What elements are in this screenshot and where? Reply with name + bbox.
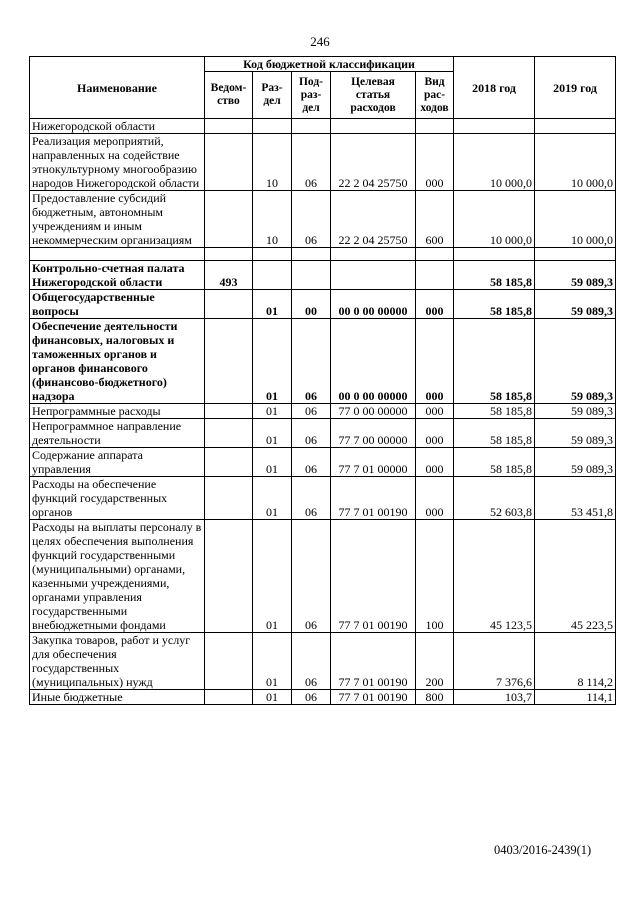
row-celevaya: 00 0 00 00000	[331, 290, 416, 319]
row-2018: 58 185,8	[454, 319, 535, 404]
row-2018: 52 603,8	[454, 477, 535, 520]
row-podrazdel: 06	[292, 448, 331, 477]
row-celevaya: 77 0 00 00000	[331, 404, 416, 419]
row-podrazdel: 06	[292, 134, 331, 191]
table-row	[30, 119, 616, 134]
row-celevaya: 77 7 01 00190	[331, 520, 416, 633]
header-2018: 2018 год	[454, 57, 535, 119]
row-celevaya: 00 0 00 00000	[331, 319, 416, 404]
row-name: Предоставление субсидий бюджетным, автономным учреждениям и иным некоммерческим организациям	[30, 191, 205, 248]
row-vid: 800	[416, 690, 454, 705]
row-vedomstvo	[205, 404, 253, 419]
row-vedomstvo	[205, 633, 253, 690]
row-2018: 103,7	[454, 690, 535, 705]
row-2019: 59 089,3	[535, 404, 616, 419]
row-celevaya: 77 7 01 00190	[331, 477, 416, 520]
table-row	[30, 520, 616, 633]
row-podrazdel	[292, 119, 331, 134]
row-vedomstvo	[205, 134, 253, 191]
row-2018: 7 376,6	[454, 633, 535, 690]
row-razdel	[253, 119, 292, 134]
row-podrazdel: 00	[292, 290, 331, 319]
header-vid: Вид рас-ходов	[416, 72, 454, 119]
row-vid: 600	[416, 191, 454, 248]
header-2019: 2019 год	[535, 57, 616, 119]
row-2019: 59 089,3	[535, 261, 616, 290]
row-celevaya: 77 7 01 00000	[331, 448, 416, 477]
row-name: Общегосударственные вопросы	[30, 290, 205, 319]
row-celevaya: 22 2 04 25750	[331, 191, 416, 248]
row-vedomstvo	[205, 319, 253, 404]
row-name: Непрограммные расходы	[30, 404, 205, 419]
row-vid	[416, 261, 454, 290]
table-row	[30, 134, 616, 191]
row-celevaya: 77 7 01 00190	[331, 633, 416, 690]
row-2018: 10 000,0	[454, 134, 535, 191]
row-2018: 58 185,8	[454, 404, 535, 419]
row-2019: 59 089,3	[535, 419, 616, 448]
row-2018: 45 123,5	[454, 520, 535, 633]
row-vedomstvo	[205, 690, 253, 705]
row-2018: 58 185,8	[454, 448, 535, 477]
row-celevaya: 77 7 00 00000	[331, 419, 416, 448]
header-name: Наименование	[30, 57, 205, 119]
row-name: Непрограммное направление деятельности	[30, 419, 205, 448]
row-vid: 000	[416, 290, 454, 319]
table-row	[30, 261, 616, 290]
row-vedomstvo	[205, 290, 253, 319]
header-code-group: Код бюджетной классификации	[205, 57, 454, 72]
row-vid: 200	[416, 633, 454, 690]
header-razdel: Раз-дел	[253, 72, 292, 119]
row-celevaya: 77 7 01 00190	[331, 690, 416, 705]
page-number: 246	[310, 34, 330, 49]
row-podrazdel: 06	[292, 191, 331, 248]
row-vid: 000	[416, 477, 454, 520]
row-celevaya: 22 2 04 25750	[331, 134, 416, 191]
row-2019: 59 089,3	[535, 319, 616, 404]
row-razdel: 01	[253, 633, 292, 690]
table-row	[30, 633, 616, 690]
row-vedomstvo	[205, 119, 253, 134]
row-vedomstvo	[205, 448, 253, 477]
row-2018: 58 185,8	[454, 419, 535, 448]
row-2018: 58 185,8	[454, 261, 535, 290]
row-name: Обеспечение деятельности финансовых, налоговых и таможенных органов и органов финансового (финансово-бюджетного) надзора	[30, 319, 205, 404]
row-razdel: 01	[253, 404, 292, 419]
row-podrazdel: 06	[292, 319, 331, 404]
row-name: Иные бюджетные	[30, 690, 205, 705]
table-row	[30, 448, 616, 477]
row-podrazdel: 06	[292, 404, 331, 419]
row-razdel: 01	[253, 319, 292, 404]
row-2019: 53 451,8	[535, 477, 616, 520]
table-row	[30, 191, 616, 248]
row-celevaya	[331, 119, 416, 134]
row-razdel: 01	[253, 520, 292, 633]
table-row	[30, 404, 616, 419]
row-2019: 45 223,5	[535, 520, 616, 633]
row-razdel: 10	[253, 134, 292, 191]
row-razdel	[253, 261, 292, 290]
row-2019: 8 114,2	[535, 633, 616, 690]
row-razdel: 01	[253, 690, 292, 705]
row-name: Расходы на обеспечение функций государственных органов	[30, 477, 205, 520]
row-razdel: 01	[253, 448, 292, 477]
row-2018	[454, 119, 535, 134]
row-name: Контрольно-счетная палата Нижегородской области	[30, 261, 205, 290]
document-code: 0403/2016-2439(1)	[494, 843, 592, 857]
header-celevaya: Целевая статья расходов	[331, 72, 416, 119]
row-2019: 59 089,3	[535, 448, 616, 477]
row-podrazdel	[292, 261, 331, 290]
row-2019: 10 000,0	[535, 134, 616, 191]
row-name: Реализация мероприятий, направленных на содействие этнокультурному многообразию народов Нижегородской области	[30, 134, 205, 191]
row-name: Нижегородской области	[30, 119, 205, 134]
row-vid: 000	[416, 404, 454, 419]
table-row	[30, 419, 616, 448]
row-2019: 114,1	[535, 690, 616, 705]
row-vedomstvo	[205, 520, 253, 633]
row-razdel: 01	[253, 290, 292, 319]
budget-table	[29, 56, 616, 705]
row-vedomstvo	[205, 419, 253, 448]
row-celevaya	[331, 261, 416, 290]
row-vedomstvo	[205, 191, 253, 248]
spacer-row	[30, 248, 616, 261]
row-vid: 000	[416, 319, 454, 404]
header-podrazdel: Под-раз-дел	[292, 72, 331, 119]
table-row	[30, 319, 616, 404]
row-name: Закупка товаров, работ и услуг для обеспечения государственных (муниципальных) нужд	[30, 633, 205, 690]
row-podrazdel: 06	[292, 690, 331, 705]
row-2019	[535, 119, 616, 134]
row-vedomstvo	[205, 477, 253, 520]
row-2019: 59 089,3	[535, 290, 616, 319]
row-vid: 000	[416, 419, 454, 448]
row-podrazdel: 06	[292, 419, 331, 448]
header-vedomstvo: Ведом-ство	[205, 72, 253, 119]
row-vid: 100	[416, 520, 454, 633]
row-vid: 000	[416, 134, 454, 191]
row-2018: 58 185,8	[454, 290, 535, 319]
row-razdel: 10	[253, 191, 292, 248]
row-razdel: 01	[253, 477, 292, 520]
row-2019: 10 000,0	[535, 191, 616, 248]
table-row	[30, 290, 616, 319]
row-vid: 000	[416, 448, 454, 477]
table-row	[30, 477, 616, 520]
row-2018: 10 000,0	[454, 191, 535, 248]
row-name: Содержание аппарата управления	[30, 448, 205, 477]
table-row	[30, 690, 616, 705]
row-podrazdel: 06	[292, 520, 331, 633]
row-vid	[416, 119, 454, 134]
row-name: Расходы на выплаты персоналу в целях обеспечения выполнения функций государственными (муниципальными) органами, казенными учреждениями, органами управления государственными внебюджетными фондами	[30, 520, 205, 633]
row-podrazdel: 06	[292, 477, 331, 520]
row-podrazdel: 06	[292, 633, 331, 690]
row-razdel: 01	[253, 419, 292, 448]
row-vedomstvo: 493	[205, 261, 253, 290]
